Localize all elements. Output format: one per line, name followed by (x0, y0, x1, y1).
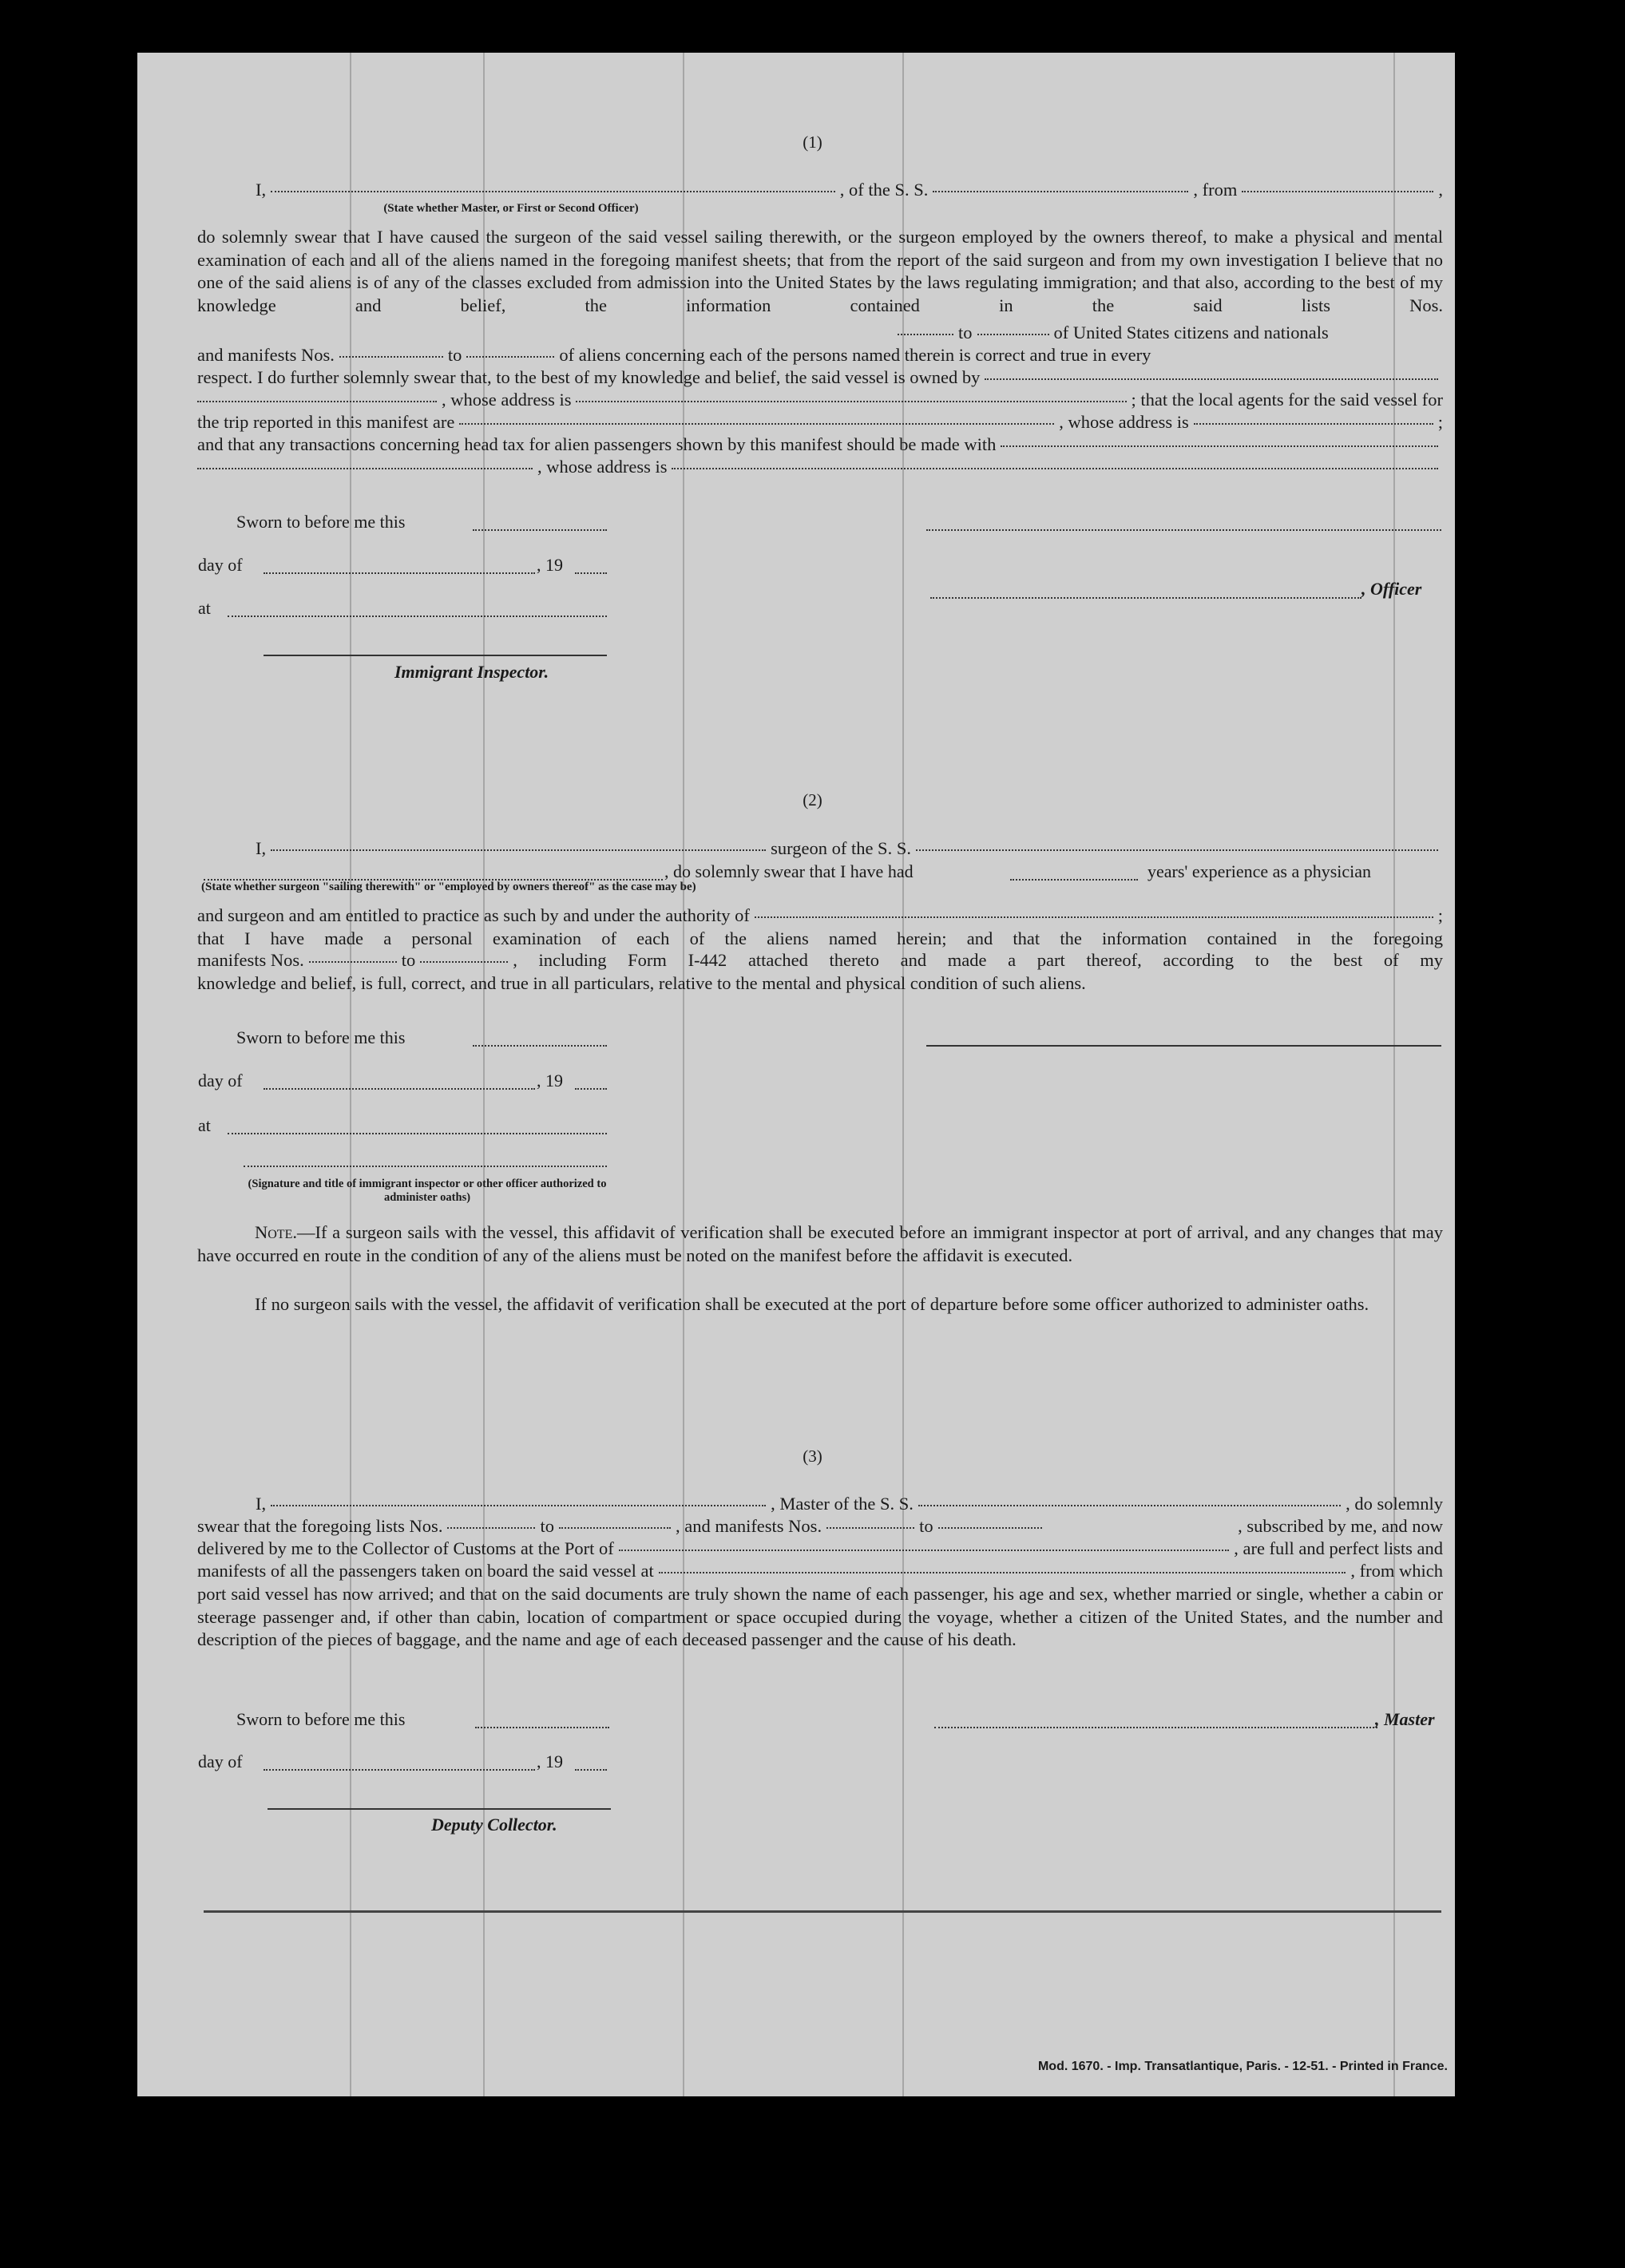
inspector-signature-line[interactable] (264, 655, 607, 656)
s2-manifests-to-blank[interactable] (420, 961, 508, 963)
agents-line: the trip reported in this manifest are , whose address is ; (197, 412, 1443, 432)
s3-lists-from-blank[interactable] (447, 1527, 535, 1529)
lists-from-blank[interactable] (898, 334, 953, 335)
head-tax-line: and that any transactions concerning head tax for alien passengers shown by this manifest should be made with (197, 434, 1443, 455)
years-label: years' experience as a physician (1147, 861, 1372, 881)
sworn-date-blank[interactable] (473, 529, 607, 531)
s3-manifests-from-blank[interactable] (826, 1527, 914, 1529)
punch-hole (1516, 1868, 1551, 1903)
officer-signature-line[interactable] (926, 529, 1441, 531)
s2-year-blank[interactable] (575, 1088, 607, 1090)
oath-paragraph-1: do solemnly swear that I have caused the surgeon of the said vessel sailing therewith, or the surgeon employed by the owners thereof, to make a physical and mental examination of each and all of the aliens named in the foregoing manifest sheets; that from the report of the said surgeon and from my own investigation I believe that no one of the said aliens is of any of the classes excluded from admission into the United States by the laws regulating immigration; and that also, according to the best of my knowledge and belief, the information contained in the said lists Nos. (197, 227, 1443, 315)
day-of-label: day of (198, 555, 243, 575)
manifests-line: and manifests Nos. to of aliens concerning each of the persons named therein is correct and true in every (197, 345, 1151, 365)
manifests-line-2: manifests Nos. to , including Form I-442 attached thereto and made a part thereof, according to the best of my (197, 950, 1443, 970)
month-blank[interactable] (264, 572, 535, 574)
owner-blank[interactable] (985, 378, 1438, 380)
day-of-label: day of (198, 1751, 243, 1771)
inspector-label: Immigrant Inspector. (394, 662, 549, 682)
taken-on-board-line: manifests of all the passengers taken on board the said vessel at , from which (197, 1561, 1443, 1581)
owner-address-line: , whose address is ; that the local agents for the said vessel for (197, 390, 1443, 410)
punch-hole (1501, 254, 1536, 289)
master-label: , Master (1375, 1709, 1435, 1729)
examination-line: that I have made a personal examination of each of the aliens named herein; and that the information contained in the foregoing (197, 928, 1443, 948)
section-number: (2) (803, 790, 822, 809)
s3-sworn-date-blank[interactable] (475, 1727, 609, 1728)
s3-manifests-to-blank[interactable] (938, 1527, 1042, 1529)
deputy-label: Deputy Collector. (431, 1815, 557, 1835)
lists-line-3: swear that the foregoing lists Nos. to , and manifests Nos. to , subscribed by me, and now (197, 1516, 1443, 1536)
place-blank[interactable] (228, 615, 607, 617)
head-tax-address-blank[interactable] (672, 468, 1438, 469)
sworn-label: Sworn to before me this (236, 1709, 406, 1729)
punch-hole (1508, 2050, 1543, 2085)
sworn-label: Sworn to before me this (236, 1027, 406, 1047)
bottom-rule (204, 1910, 1441, 1913)
s2-manifests-from-blank[interactable] (309, 961, 397, 963)
master-vessel-blank[interactable] (918, 1505, 1341, 1506)
year-label: , 19 (537, 555, 563, 575)
note-paragraph-2: If no surgeon sails with the vessel, the affidavit of verification shall be executed at the port of departure before some officer authorized to administer oaths. (255, 1294, 1369, 1314)
day-of-label: day of (198, 1071, 243, 1090)
owner-address-blank[interactable] (576, 401, 1126, 402)
s3-year-blank[interactable] (575, 1769, 607, 1771)
year-blank[interactable] (575, 572, 607, 574)
s2-month-blank[interactable] (264, 1088, 535, 1090)
year-label: , 19 (537, 1751, 563, 1771)
owner-name-blank[interactable] (197, 401, 437, 402)
s2-inspector-signature-line[interactable] (244, 1166, 607, 1167)
agents-address-blank[interactable] (1194, 423, 1433, 425)
knowledge-line: knowledge and belief, is full, correct, and true in all particulars, relative to the mental and physical condition of such aliens. (197, 973, 1086, 993)
caption-surgeon: (State whether surgeon "sailing therewith" or "employed by owners thereof" as the case may be) (201, 881, 696, 893)
sworn-label: Sworn to before me this (236, 512, 406, 532)
at-label: at (198, 598, 211, 618)
punch-hole (1506, 1063, 1541, 1098)
punch-hole (1506, 1550, 1541, 1585)
officer-label: , Officer (1361, 579, 1422, 599)
s3-month-blank[interactable] (264, 1769, 535, 1771)
section-number: (1) (803, 133, 822, 152)
head-tax-name-blank[interactable] (197, 468, 533, 469)
from-port-blank[interactable] (1242, 191, 1433, 192)
punch-hole (1488, 728, 1524, 763)
at-label: at (198, 1115, 211, 1135)
port-blank[interactable] (619, 1550, 1229, 1551)
s2-place-blank[interactable] (228, 1133, 607, 1134)
caption-signature: (Signature and title of immigrant inspector or other officer authorized to administer oaths) (248, 1178, 607, 1204)
manifests-to-blank[interactable] (466, 356, 554, 358)
s3-lists-to-blank[interactable] (559, 1527, 671, 1529)
departure-port-blank[interactable] (659, 1572, 1346, 1573)
section-number: (3) (803, 1447, 822, 1466)
head-tax-blank[interactable] (1001, 445, 1438, 447)
note-label: Note. (255, 1222, 297, 1242)
officer-title-line[interactable] (930, 597, 1361, 599)
oath-paragraph-3: port said vessel has now arrived; and that on the said documents are truly shown the name of each passenger, his age and sex, whether married or single, whether a cabin or steerage passenger and, if other than cabin, location of compartment or space occupied during the voyage, whether a citizen of the United States, and the number and description of the pieces of baggage, and the name and age of each deceased passenger and the cause of his death. (197, 1584, 1443, 1649)
owned-by-line: respect. I do further solemnly swear that, to the best of my knowledge and belief, the said vessel is owned by (197, 367, 1443, 388)
head-tax-address-line: , whose address is (197, 457, 1443, 477)
punch-hole (1482, 608, 1517, 643)
master-line: I, , Master of the S. S. , do solemnly (256, 1494, 1443, 1514)
authority-blank[interactable] (755, 916, 1433, 918)
note-paragraph: Note.—If a surgeon sails with the vessel, this affidavit of verification shall be executed before an immigrant inspector at port of arrival, and any changes that may have occurred en route in the condition of any of the aliens must be noted on the manifest before the affidavit is executed. (197, 1222, 1443, 1265)
lists-to-blank[interactable] (977, 334, 1049, 335)
footer-imprint: Mod. 1670. - Imp. Transatlantique, Paris. - 12-51. - Printed in France. (1037, 2060, 1448, 2073)
surgeon-line: I, surgeon of the S. S. (256, 838, 1443, 859)
surgeon-signature-line[interactable] (926, 1045, 1441, 1047)
lists-line: to of United States citizens and nationals (893, 323, 1443, 343)
agents-blank[interactable] (459, 423, 1054, 425)
master-signature-line[interactable] (934, 1727, 1377, 1728)
year-label: , 19 (537, 1071, 563, 1090)
vessel-name-blank[interactable] (933, 191, 1188, 192)
punch-hole (1508, 1929, 1543, 1964)
s2-sworn-date-blank[interactable] (473, 1045, 607, 1047)
years-blank[interactable] (1010, 879, 1138, 881)
officer-name-blank[interactable] (271, 191, 835, 192)
officer-line: I, , of the S. S. , from , (256, 180, 1443, 200)
collector-signature-line[interactable] (268, 1808, 611, 1810)
delivered-line: delivered by me to the Collector of Customs at the Port of , are full and perfect lists and (197, 1538, 1443, 1558)
manifests-from-blank[interactable] (339, 356, 443, 358)
surgeon-name-blank[interactable] (271, 849, 766, 851)
caption-officer: (State whether Master, or First or Second Officer) (383, 202, 639, 215)
do-swear-label: , do solemnly swear that I have had (664, 861, 914, 881)
master-name-blank[interactable] (271, 1505, 766, 1506)
surgeon-vessel-blank[interactable] (916, 849, 1438, 851)
authority-line: and surgeon and am entitled to practice as such by and under the authority of ; (197, 905, 1443, 925)
